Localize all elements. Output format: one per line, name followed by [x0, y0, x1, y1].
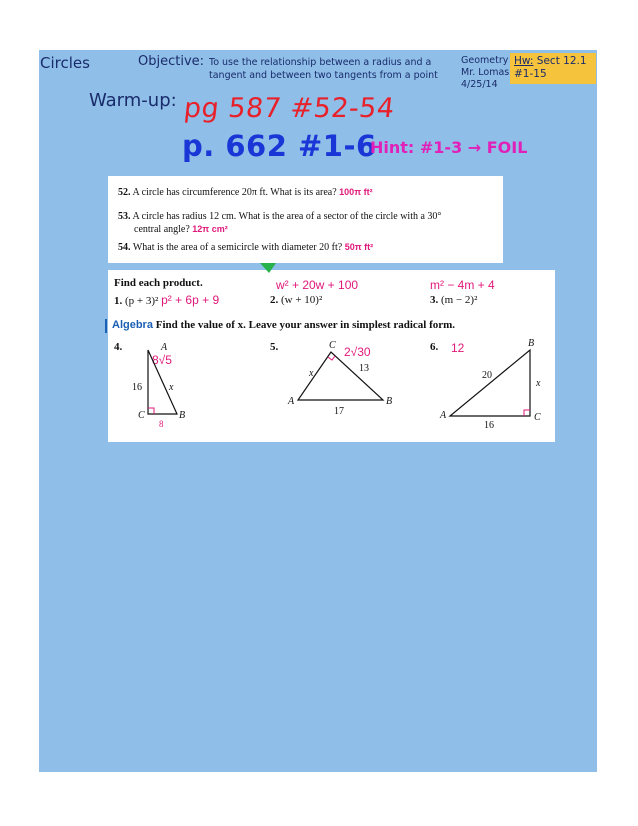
warmup-label: Warm-up:	[89, 90, 177, 111]
problem-53: 53. A circle has radius 12 cm. What is the area of a sector of the circle with a 30° central angle? 12π cm²	[118, 211, 442, 235]
algebra-heading: Algebra Find the value of x. Leave your answer in simplest radical form.	[112, 319, 456, 331]
problem-panel-circles	[108, 176, 503, 263]
tri4-vertex-a: A	[161, 342, 168, 353]
hw-section: Sect 12.1	[533, 55, 587, 67]
problem-5-num: 5.	[270, 341, 279, 353]
answer-6: 12	[451, 341, 465, 355]
triangle-5-diagram	[286, 336, 416, 420]
answer-54: 50π ft²	[344, 242, 374, 252]
tri6-side-20: 20	[482, 370, 492, 381]
tri4-side-8: 8	[159, 419, 164, 429]
tri6-vertex-a: A	[440, 410, 447, 421]
answer-5: 2√30	[344, 345, 371, 359]
triangle-6-diagram	[430, 336, 554, 436]
problem-4-num: 4.	[114, 341, 123, 353]
triangle-4-diagram	[128, 336, 208, 432]
answer-4: 8√5	[152, 353, 172, 367]
answer-3: m² − 4m + 4	[430, 278, 495, 292]
marker-arrow-icon	[258, 263, 278, 275]
tri4-vertex-b: B	[179, 410, 186, 421]
problem-panel-products	[108, 270, 555, 442]
problem-6-num: 6.	[430, 341, 439, 353]
answer-52: 100π ft²	[339, 187, 373, 197]
tri6-vertex-c: C	[534, 412, 541, 423]
assignment-red: pg 587 #52-54	[182, 93, 397, 124]
problem-3: 3. (m − 2)²	[430, 294, 478, 306]
course-info	[461, 55, 509, 91]
lesson-title: Circles	[40, 54, 90, 72]
tri6-vertex-b: B	[528, 338, 535, 349]
homework-box	[510, 53, 596, 84]
objective-label: Objective:	[138, 54, 205, 69]
tri5-vertex-c: C	[329, 340, 336, 351]
tri5-side-x: x	[309, 368, 314, 379]
tri4-side-x: x	[169, 382, 174, 393]
slide	[39, 50, 597, 772]
answer-53: 12π cm²	[192, 224, 228, 234]
tri5-side-13: 13	[359, 363, 369, 374]
hint-text: Hint: #1-3 → FOIL	[370, 138, 528, 157]
teacher-name: Mr. Lomas	[461, 67, 510, 78]
hw-label: Hw:	[514, 55, 534, 67]
problem-52: 52. A circle has circumference 20π ft. What is its area? 100π ft²	[118, 187, 373, 198]
answer-1: p² + 6p + 9	[161, 293, 220, 307]
lesson-date: 4/25/14	[461, 79, 498, 90]
tri4-vertex-c: C	[138, 410, 145, 421]
algebra-label: Algebra	[112, 319, 153, 331]
tri4-side-16: 16	[132, 382, 142, 393]
tri5-vertex-b: B	[386, 396, 393, 407]
course-name: Geometry	[461, 55, 509, 66]
tri5-vertex-a: A	[288, 396, 295, 407]
objective-text: To use the relationship between a radius and a tangent and between two tangents from a point	[209, 57, 438, 81]
tri5-side-17: 17	[334, 406, 344, 417]
tri6-side-16: 16	[484, 420, 494, 431]
problem-54: 54. What is the area of a semicircle with diameter 20 ft? 50π ft²	[118, 242, 374, 253]
assignment-blue: p. 662 #1-6	[182, 129, 377, 163]
tri6-side-x: x	[536, 378, 541, 389]
products-heading: Find each product.	[114, 277, 203, 289]
problem-1: 1. (p + 3)² p² + 6p + 9	[114, 293, 220, 307]
problem-2: 2. (w + 10)²	[270, 294, 323, 306]
hw-problems: #1-15	[514, 68, 547, 80]
answer-2: w² + 20w + 100	[276, 278, 359, 292]
algebra-bar	[105, 319, 107, 333]
